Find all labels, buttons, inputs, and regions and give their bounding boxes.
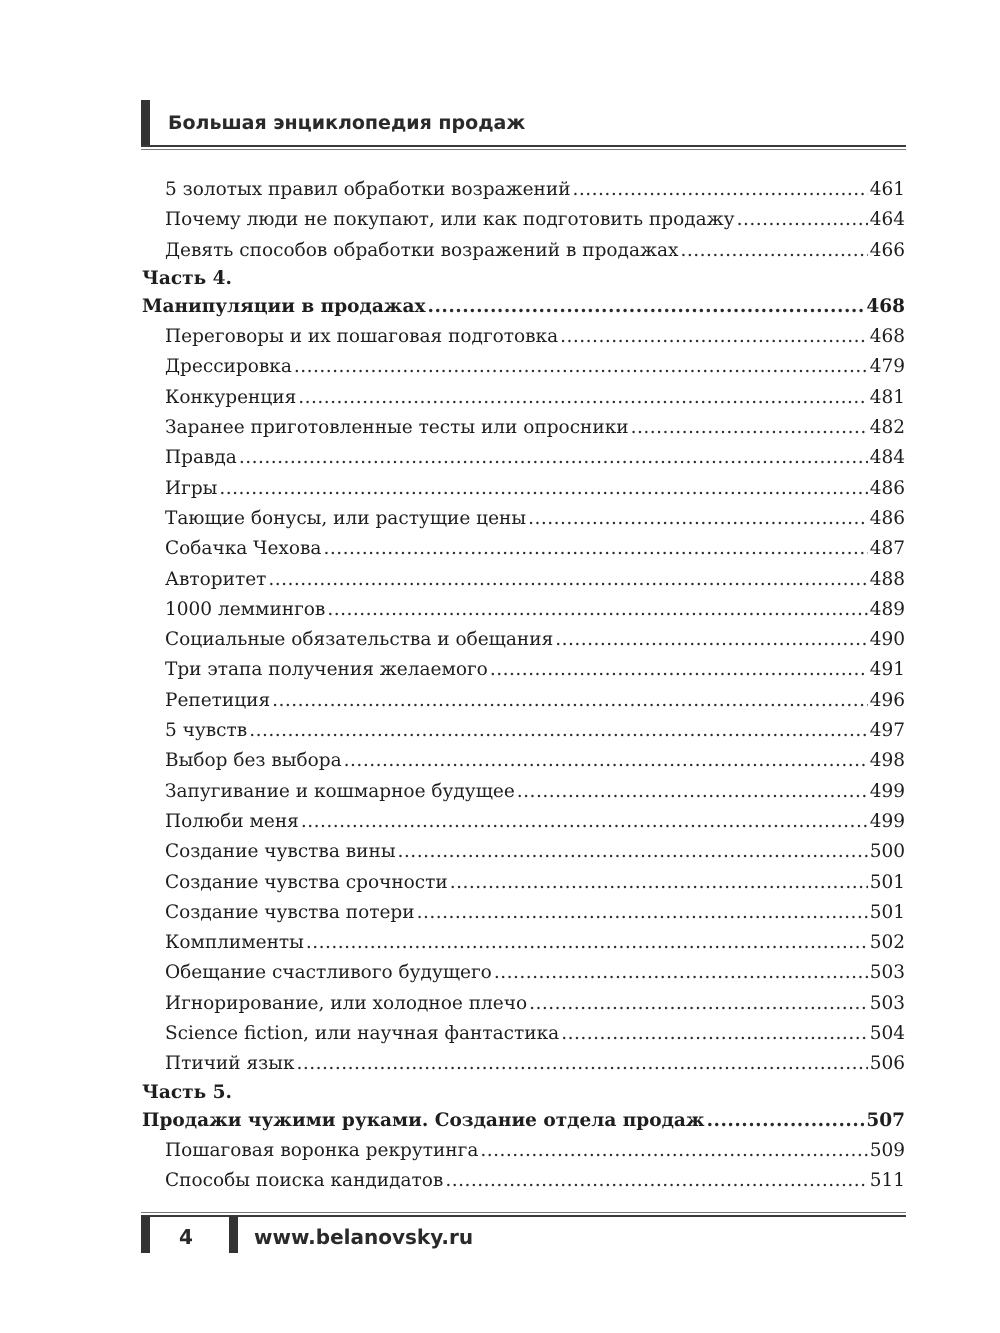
toc-section-entry <box>142 716 905 746</box>
toc-section-entry <box>142 565 905 595</box>
toc-dot-leader <box>344 746 868 776</box>
toc-entry-title: Игнорирование, или холодное плечо <box>165 992 528 1014</box>
toc-section-entry <box>142 383 905 413</box>
toc-section-entry <box>142 958 905 988</box>
toc-entry-page: 491 <box>869 659 905 681</box>
toc-entry-page: 503 <box>869 992 905 1014</box>
toc-section-entry <box>142 443 905 473</box>
toc-dot-leader <box>298 383 867 413</box>
footer-rule <box>141 1215 906 1217</box>
toc-entry-page: 488 <box>869 568 905 590</box>
toc-entry-title: Птичий язык <box>165 1053 295 1075</box>
toc-entry-title: Социальные обязательства и обещания <box>165 629 554 651</box>
toc-dot-leader <box>707 1106 865 1136</box>
toc-section-entry <box>142 534 905 564</box>
toc-entry-title: 5 чувств <box>165 720 248 742</box>
toc-dot-leader <box>490 655 868 685</box>
toc-dot-leader <box>528 504 868 534</box>
toc-entry-page: 498 <box>869 750 905 772</box>
toc-section-entry <box>142 1019 905 1049</box>
toc-entry-title: Собачка Чехова <box>165 538 322 560</box>
toc-part-heading: Часть 4. <box>142 267 232 289</box>
toc-section-entry <box>142 837 905 867</box>
toc-section-entry <box>142 807 905 837</box>
toc-entry-title: Создание чувства вины <box>165 841 396 863</box>
book-title: Большая энциклопедия продаж <box>168 112 526 134</box>
toc-entry-page: 497 <box>869 720 905 742</box>
toc-dot-leader <box>680 236 867 266</box>
toc-entry-title: Репетиция <box>165 689 271 711</box>
header-accent-bar <box>141 100 150 146</box>
toc-dot-leader <box>573 175 868 205</box>
toc-dot-leader <box>268 565 867 595</box>
toc-entry-page: 484 <box>869 447 905 469</box>
toc-entry-page: 499 <box>869 780 905 802</box>
toc-entry-title: 1000 леммингов <box>165 598 326 620</box>
toc-section-entry <box>142 1136 905 1166</box>
toc-section-entry <box>142 746 905 776</box>
toc-section-entry <box>142 1049 905 1079</box>
toc-entry-title: Правда <box>165 447 237 469</box>
toc-dot-leader <box>737 205 868 235</box>
toc-dot-leader <box>272 686 868 716</box>
toc-dot-leader <box>239 443 868 473</box>
toc-entry-page: 501 <box>869 871 905 893</box>
toc-entry-page: 468 <box>866 295 905 317</box>
toc-dot-leader <box>306 928 868 958</box>
table-of-contents <box>142 175 905 1197</box>
toc-dot-leader <box>450 868 868 898</box>
toc-dot-leader <box>428 292 865 322</box>
toc-entry-title: Создание чувства потери <box>165 901 415 923</box>
toc-section-entry <box>142 898 905 928</box>
toc-entry-title: Переговоры и их пошаговая подготовка <box>165 326 559 348</box>
toc-section-entry <box>142 777 905 807</box>
toc-entry-title: Создание чувства срочности <box>165 871 448 893</box>
toc-entry-page: 466 <box>869 239 905 261</box>
toc-entry-page: 479 <box>869 356 905 378</box>
toc-entry-page: 464 <box>869 209 905 231</box>
toc-entry-title: Способы поиска кандидатов <box>165 1170 444 1192</box>
toc-entry-title: Запугивание и кошмарное будущее <box>165 780 515 802</box>
toc-section-entry <box>142 868 905 898</box>
toc-entry-page: 461 <box>869 179 905 200</box>
toc-dot-leader <box>301 807 868 837</box>
toc-entry-page: 490 <box>869 629 905 651</box>
running-header <box>141 100 906 150</box>
toc-dot-leader <box>480 1136 867 1166</box>
toc-dot-leader <box>494 958 868 988</box>
toc-entry-page: 501 <box>869 901 905 923</box>
toc-entry-page: 511 <box>869 1170 905 1192</box>
footer-accent-bar-mid <box>229 1216 238 1253</box>
toc-dot-leader <box>249 716 867 746</box>
toc-section-entry <box>142 655 905 685</box>
header-rule <box>141 145 906 147</box>
toc-section-entry <box>142 1166 905 1196</box>
footer-rule-thin <box>141 1212 906 1213</box>
toc-dot-leader <box>555 625 867 655</box>
toc-entry-page: 507 <box>866 1109 905 1131</box>
toc-section-entry <box>142 504 905 534</box>
running-footer <box>141 1212 906 1254</box>
toc-section-entry <box>142 989 905 1019</box>
toc-dot-leader <box>219 474 867 504</box>
toc-entry-page: 489 <box>869 598 905 620</box>
website-url: www.belanovsky.ru <box>254 1225 474 1249</box>
toc-chapter-entry <box>142 292 905 322</box>
toc-entry-title: 5 золотых правил обработки возражений <box>165 179 571 200</box>
toc-entry-title: Выбор без выбора <box>165 750 342 772</box>
toc-section-entry <box>142 322 905 352</box>
toc-entry-title: Манипуляции в продажах <box>142 295 426 317</box>
toc-entry-page: 503 <box>869 962 905 984</box>
toc-entry-title: Авторитет <box>165 568 267 590</box>
toc-entry-page: 509 <box>869 1139 905 1161</box>
toc-dot-leader <box>529 989 868 1019</box>
toc-entry-title: Заранее приготовленные тесты или опросники <box>165 417 629 439</box>
toc-dot-leader <box>417 898 868 928</box>
toc-dot-leader <box>327 595 867 625</box>
toc-entry-page: 487 <box>869 538 905 560</box>
toc-entry-title: Обещание счастливого будущего <box>165 962 492 984</box>
toc-dot-leader <box>517 777 868 807</box>
toc-section-entry <box>142 413 905 443</box>
toc-entry-title: Science fiction, или научная фантастика <box>165 1023 560 1045</box>
toc-section-entry <box>142 595 905 625</box>
toc-entry-title: Конкуренция <box>165 386 297 408</box>
toc-section-entry <box>142 205 905 235</box>
toc-section-entry <box>142 686 905 716</box>
toc-section-entry <box>142 236 905 266</box>
toc-entry-title: Три этапа получения желаемого <box>165 659 488 681</box>
page-number: 4 <box>179 1225 193 1249</box>
toc-dot-leader <box>445 1166 867 1196</box>
toc-entry-page: 500 <box>869 841 905 863</box>
toc-entry-page: 486 <box>869 477 905 499</box>
toc-entry-page: 468 <box>869 326 905 348</box>
toc-entry-page: 504 <box>869 1023 905 1045</box>
toc-entry-title: Игры <box>165 477 218 499</box>
toc-dot-leader <box>398 837 868 867</box>
toc-dot-leader <box>294 352 868 382</box>
toc-section-entry <box>142 474 905 504</box>
toc-dot-leader <box>631 413 868 443</box>
toc-entry-page: 499 <box>869 810 905 832</box>
toc-section-entry <box>142 928 905 958</box>
toc-dot-leader <box>323 534 867 564</box>
toc-dot-leader <box>297 1049 868 1079</box>
header-rule-thin <box>141 149 906 150</box>
toc-section-entry <box>142 175 905 205</box>
toc-entry-title: Продажи чужими руками. Создание отдела продаж <box>142 1109 705 1131</box>
toc-entry-page: 502 <box>869 932 905 954</box>
toc-entry-title: Дрессировка <box>165 356 292 378</box>
toc-entry-title: Полюби меня <box>165 810 299 832</box>
toc-entry-title: Комплименты <box>165 932 304 954</box>
toc-chapter-entry <box>142 1106 905 1136</box>
toc-entry-page: 496 <box>869 689 905 711</box>
toc-entry-page: 506 <box>869 1053 905 1075</box>
toc-section-entry <box>142 352 905 382</box>
toc-entry-title: Девять способов обработки возражений в продажах <box>165 239 679 261</box>
footer-accent-bar-left <box>141 1216 150 1253</box>
toc-entry-page: 482 <box>869 417 905 439</box>
toc-entry-title: Тающие бонусы, или растущие цены <box>165 507 527 529</box>
toc-entry-page: 486 <box>869 507 905 529</box>
toc-entry-title: Пошаговая воронка рекрутинга <box>165 1139 479 1161</box>
toc-entry-page: 481 <box>869 386 905 408</box>
toc-dot-leader <box>561 1019 868 1049</box>
toc-entry-title: Почему люди не покупают, или как подготовить продажу <box>165 209 735 231</box>
toc-section-entry <box>142 625 905 655</box>
toc-dot-leader <box>560 322 868 352</box>
toc-part-heading: Часть 5. <box>142 1081 232 1103</box>
